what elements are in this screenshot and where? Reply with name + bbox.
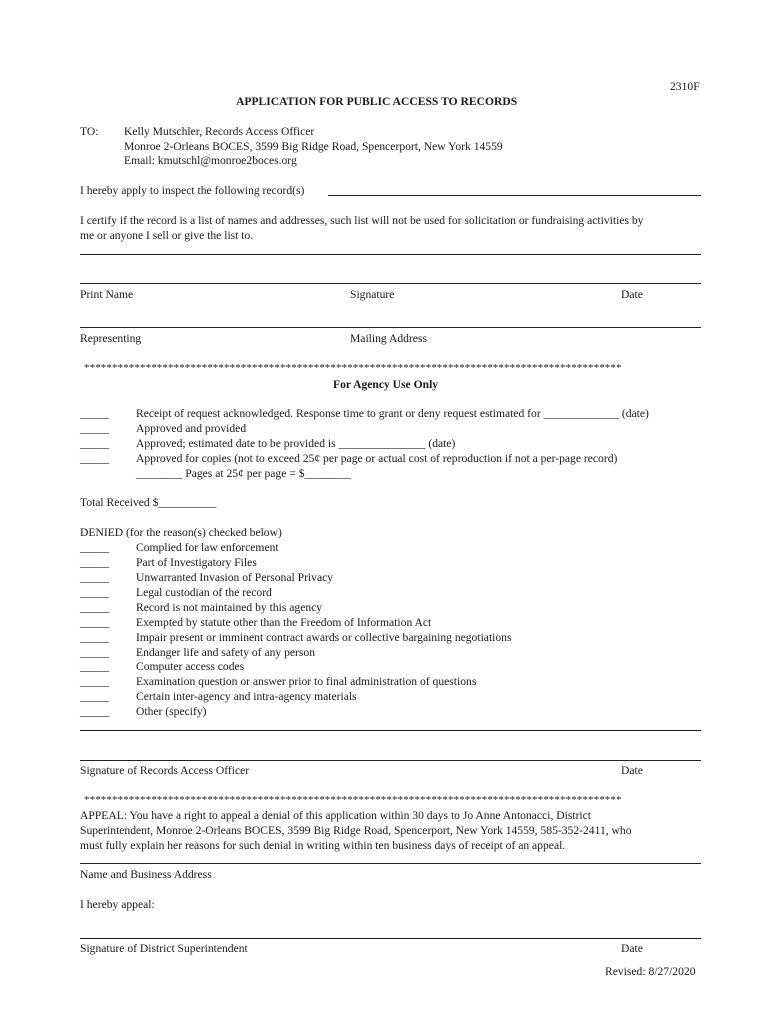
appeal-text-line-3: must fully explain her reasons for such denial in writing within ten business days of receipt of an appeal. xyxy=(80,839,566,852)
denied-checkbox-blank[interactable]: _____ xyxy=(80,646,109,659)
denied-reason: Legal custodian of the record xyxy=(136,586,272,599)
agency-checkbox-blank[interactable]: _____ xyxy=(80,407,109,420)
date-label: Date xyxy=(621,288,643,301)
denied-reason: Examination question or answer prior to final administration of questions xyxy=(136,675,477,688)
agency-item: Approved and provided xyxy=(136,422,247,435)
total-received: Total Received $__________ xyxy=(80,496,217,509)
superintendent-signature-field[interactable] xyxy=(80,938,701,939)
hereby-appeal-label: I hereby appeal: xyxy=(80,898,155,911)
form-number: 2310F xyxy=(670,80,700,93)
page-title: APPLICATION FOR PUBLIC ACCESS TO RECORDS xyxy=(236,95,518,108)
denied-reason: Computer access codes xyxy=(136,660,245,673)
denied-reason: Part of Investigatory Files xyxy=(136,556,257,569)
denied-checkbox-blank[interactable]: _____ xyxy=(80,631,109,644)
denied-reason: Unwarranted Invasion of Personal Privacy xyxy=(136,571,334,584)
denied-reason: Other (specify) xyxy=(136,705,207,718)
denied-reason: Exempted by statute other than the Freedom of Information Act xyxy=(136,616,432,629)
denied-checkbox-blank[interactable]: _____ xyxy=(80,571,109,584)
star-divider: ************************************************************************************************ xyxy=(84,362,622,374)
superintendent-date-label: Date xyxy=(621,942,643,955)
denied-checkbox-blank[interactable]: _____ xyxy=(80,690,109,703)
apply-text: I hereby apply to inspect the following record(s) xyxy=(80,184,305,197)
officer-signature-field[interactable] xyxy=(80,760,701,761)
superintendent-signature-label: Signature of District Superintendent xyxy=(80,942,248,955)
pages-line: ________ Pages at 25¢ per page = $________ xyxy=(136,467,351,480)
print-name-label: Print Name xyxy=(80,288,134,301)
denied-reason: Record is not maintained by this agency xyxy=(136,601,323,614)
recipient-line-2: Monroe 2-Orleans BOCES, 3599 Big Ridge Road, Spencerport, New York 14559 xyxy=(124,140,503,153)
denied-checkbox-blank[interactable]: _____ xyxy=(80,705,109,718)
representing-label: Representing xyxy=(80,332,142,345)
agency-item: Approved for copies (not to exceed 25¢ per page or actual cost of reproduction if not a per-page record) xyxy=(136,452,618,465)
revised-date: Revised: 8/27/2020 xyxy=(605,965,696,978)
denied-heading: DENIED (for the reason(s) checked below) xyxy=(80,526,282,539)
certify-text-line-1: I certify if the record is a list of names and addresses, such list will not be used for solicitation or fundraising activities by xyxy=(80,214,644,227)
name-signature-date-field[interactable] xyxy=(80,283,701,284)
agency-item: Approved; estimated date to be provided is _______________ (date) xyxy=(136,437,456,450)
appeal-text-line-1: APPEAL: You have a right to appeal a denial of this application within 30 days to Jo Anne Antonacci, District xyxy=(80,809,592,822)
agency-checkbox-blank[interactable]: _____ xyxy=(80,422,109,435)
mailing-address-label: Mailing Address xyxy=(350,332,427,345)
denied-reason: Endanger life and safety of any person xyxy=(136,646,315,659)
denied-checkbox-blank[interactable]: _____ xyxy=(80,541,109,554)
agency-checkbox-blank[interactable]: _____ xyxy=(80,452,109,465)
denied-checkbox-blank[interactable]: _____ xyxy=(80,616,109,629)
denied-checkbox-blank[interactable]: _____ xyxy=(80,601,109,614)
denied-checkbox-blank[interactable]: _____ xyxy=(80,660,109,673)
records-requested-field[interactable] xyxy=(328,195,701,196)
denied-checkbox-blank[interactable]: _____ xyxy=(80,586,109,599)
recipient-email: Email: kmutschl@monroe2boces.org xyxy=(124,154,297,167)
certify-text-line-2: me or anyone I sell or give the list to. xyxy=(80,229,254,242)
name-business-address-field[interactable] xyxy=(80,863,701,864)
denied-reason: Complied for law enforcement xyxy=(136,541,279,554)
agency-item: Receipt of request acknowledged. Response time to grant or deny request estimated for _____________ (date) xyxy=(136,407,649,420)
agency-use-heading: For Agency Use Only xyxy=(333,378,439,391)
divider-line xyxy=(80,254,701,255)
officer-date-label: Date xyxy=(621,764,643,777)
denied-reason: Impair present or imminent contract awards or collective bargaining negotiations xyxy=(136,631,512,644)
officer-signature-label: Signature of Records Access Officer xyxy=(80,764,250,777)
denied-reason: Certain inter-agency and intra-agency materials xyxy=(136,690,357,703)
denied-checkbox-blank[interactable]: _____ xyxy=(80,675,109,688)
name-business-address-label: Name and Business Address xyxy=(80,868,212,881)
star-divider: ************************************************************************************************ xyxy=(84,794,622,806)
appeal-text-line-2: Superintendent, Monroe 2-Orleans BOCES, 3599 Big Ridge Road, Spencerport, New York 14559, 585-352-2411, who xyxy=(80,824,632,837)
agency-checkbox-blank[interactable]: _____ xyxy=(80,437,109,450)
other-specify-field[interactable] xyxy=(80,730,701,731)
representing-address-field[interactable] xyxy=(80,327,701,328)
recipient-line-1: Kelly Mutschler, Records Access Officer xyxy=(124,125,315,138)
signature-label: Signature xyxy=(350,288,395,301)
to-label: TO: xyxy=(80,125,99,138)
denied-checkbox-blank[interactable]: _____ xyxy=(80,556,109,569)
